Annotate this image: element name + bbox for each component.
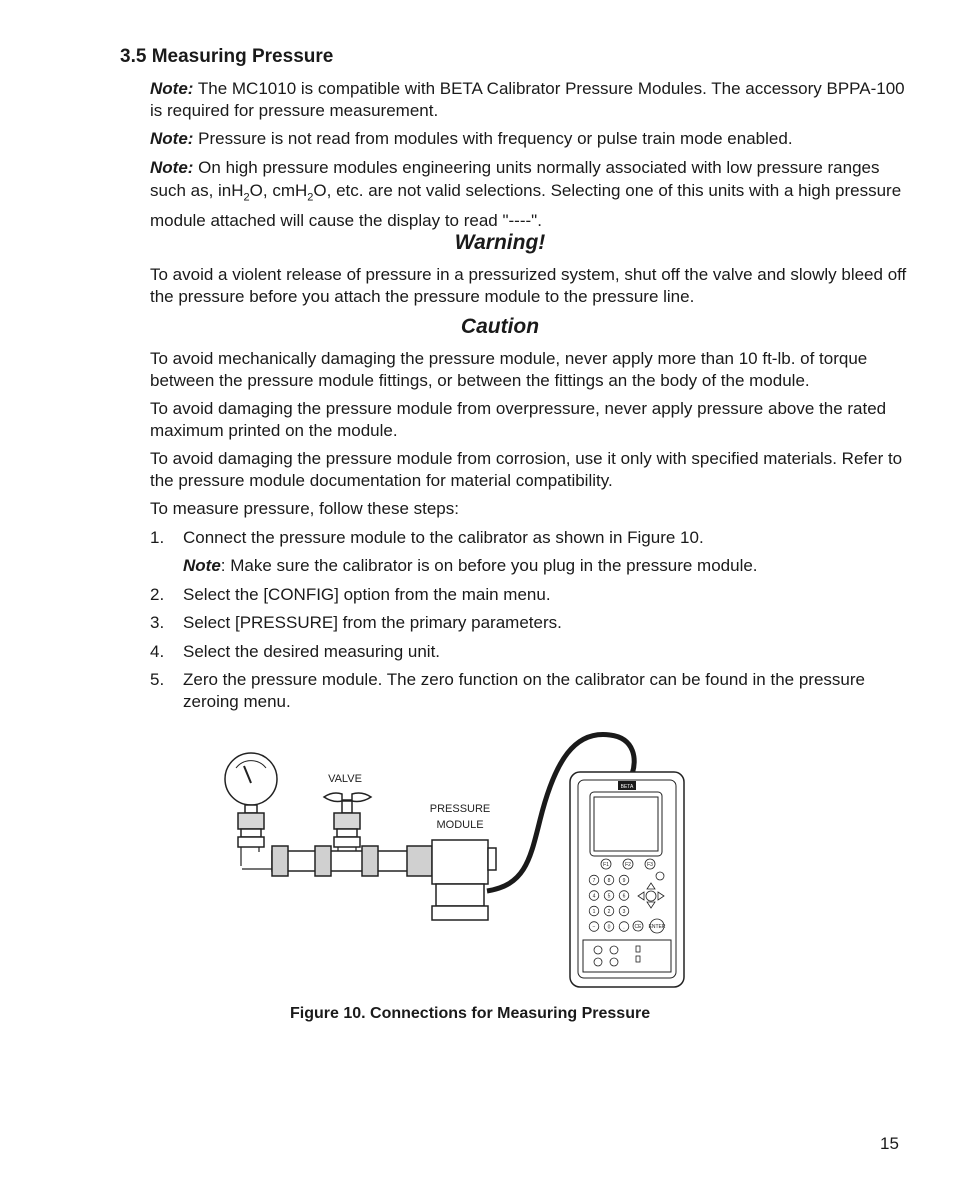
caution-paragraph-3: To avoid damaging the pressure module from corrosion, use it only with specified materials. Refer to the pressure module documentation for material compatibility. [150, 449, 903, 490]
page-number: 15 [880, 1134, 899, 1153]
step-number: 1. [150, 528, 165, 547]
note-text: On high pressure modules engineering units normally associated with low pressure ranges such as, inH [150, 158, 880, 200]
pressure-gauge-icon [225, 753, 277, 847]
number-key-label: 4 [592, 893, 596, 900]
subscript: 2 [243, 191, 250, 204]
step-number: 2. [150, 585, 165, 604]
number-key-label: 1 [592, 908, 596, 915]
note-2 [150, 128, 910, 150]
caution-heading: Caution [460, 315, 540, 338]
figure-caption: Figure 10. Connections for Measuring Pressure [290, 1005, 651, 1022]
number-key-label: 2 [607, 908, 611, 915]
power-icon [656, 872, 664, 880]
note-1 [150, 78, 910, 122]
step-number: 5. [150, 670, 165, 689]
pressure-module-icon [432, 840, 496, 920]
step-number: 3. [150, 613, 165, 632]
function-key-label: F1 [603, 861, 609, 868]
number-key-label: 0 [607, 924, 611, 931]
number-key-label: 8 [607, 877, 611, 884]
step-text: Select [PRESSURE] from the primary parameters. [183, 613, 562, 632]
number-key-label: 9 [622, 877, 626, 884]
number-key-label: 3 [622, 908, 626, 915]
number-key-label: 5 [607, 893, 611, 900]
step-text: Zero the pressure module. The zero function on the calibrator can be found in the pressure zeroing menu. [183, 670, 865, 711]
module-label-line-2: MODULE [436, 819, 484, 831]
device-brand: BETA [620, 784, 634, 790]
step-text: Select the desired measuring unit. [183, 642, 441, 661]
note-text: O, etc. are not valid selections. Selecting one of this units with a high pressure module attached will cause the display to read "----". [150, 181, 902, 231]
note-label: Note [183, 556, 221, 575]
caution-paragraph-1: To avoid mechanically damaging the pressure module, never apply more than 10 ft-lb. of torque between the pressure module fittings, or between the fittings an the body of the module. [150, 349, 868, 390]
step-number: 4. [150, 642, 165, 661]
note-label: Note: [150, 79, 194, 98]
number-key-label: 6 [622, 893, 626, 900]
warning-text: To avoid a violent release of pressure in a pressurized system, shut off the valve and slowly bleed off the pressure before you attach the pressure module to the pressure line. [150, 265, 907, 306]
ce-key-label: CE [634, 923, 642, 930]
note-text: O, cmH [249, 181, 308, 200]
function-key-label: F2 [625, 861, 631, 868]
note-text: The MC1010 is compatible with BETA Calibrator Pressure Modules. The accessory BPPA-100 is required for pressure measurement. [150, 79, 905, 120]
warning-heading: Warning! [454, 231, 546, 254]
valve-icon [324, 793, 371, 847]
module-label-line-1: PRESSURE [429, 803, 491, 815]
step-text: Connect the pressure module to the calibrator as shown in Figure 10. [183, 528, 704, 547]
note-text: : Make sure the calibrator is on before you plug in the pressure module. [220, 556, 758, 575]
function-key-label: F3 [647, 861, 653, 868]
number-key-label: − [592, 924, 596, 931]
number-key-label: 7 [592, 877, 596, 884]
step-1-note [183, 555, 883, 577]
enter-key-label: ENTER [648, 923, 666, 930]
number-key-label: . [623, 924, 625, 931]
note-3 [150, 156, 910, 232]
steps-intro: To measure pressure, follow these steps: [150, 499, 459, 518]
note-text: Pressure is not read from modules with frequency or pulse train mode enabled. [193, 129, 793, 148]
note-label: Note: [150, 158, 194, 177]
step-text: Select the [CONFIG] option from the main menu. [183, 585, 551, 604]
caution-paragraph-2: To avoid damaging the pressure module from overpressure, never apply pressure above the rated maximum printed on the module. [150, 399, 887, 440]
section-title: 3.5 Measuring Pressure [120, 46, 334, 67]
subscript: 2 [307, 191, 314, 204]
note-label: Note: [150, 129, 194, 148]
valve-label: VALVE [328, 773, 362, 785]
pressure-connection-figure [200, 728, 700, 998]
